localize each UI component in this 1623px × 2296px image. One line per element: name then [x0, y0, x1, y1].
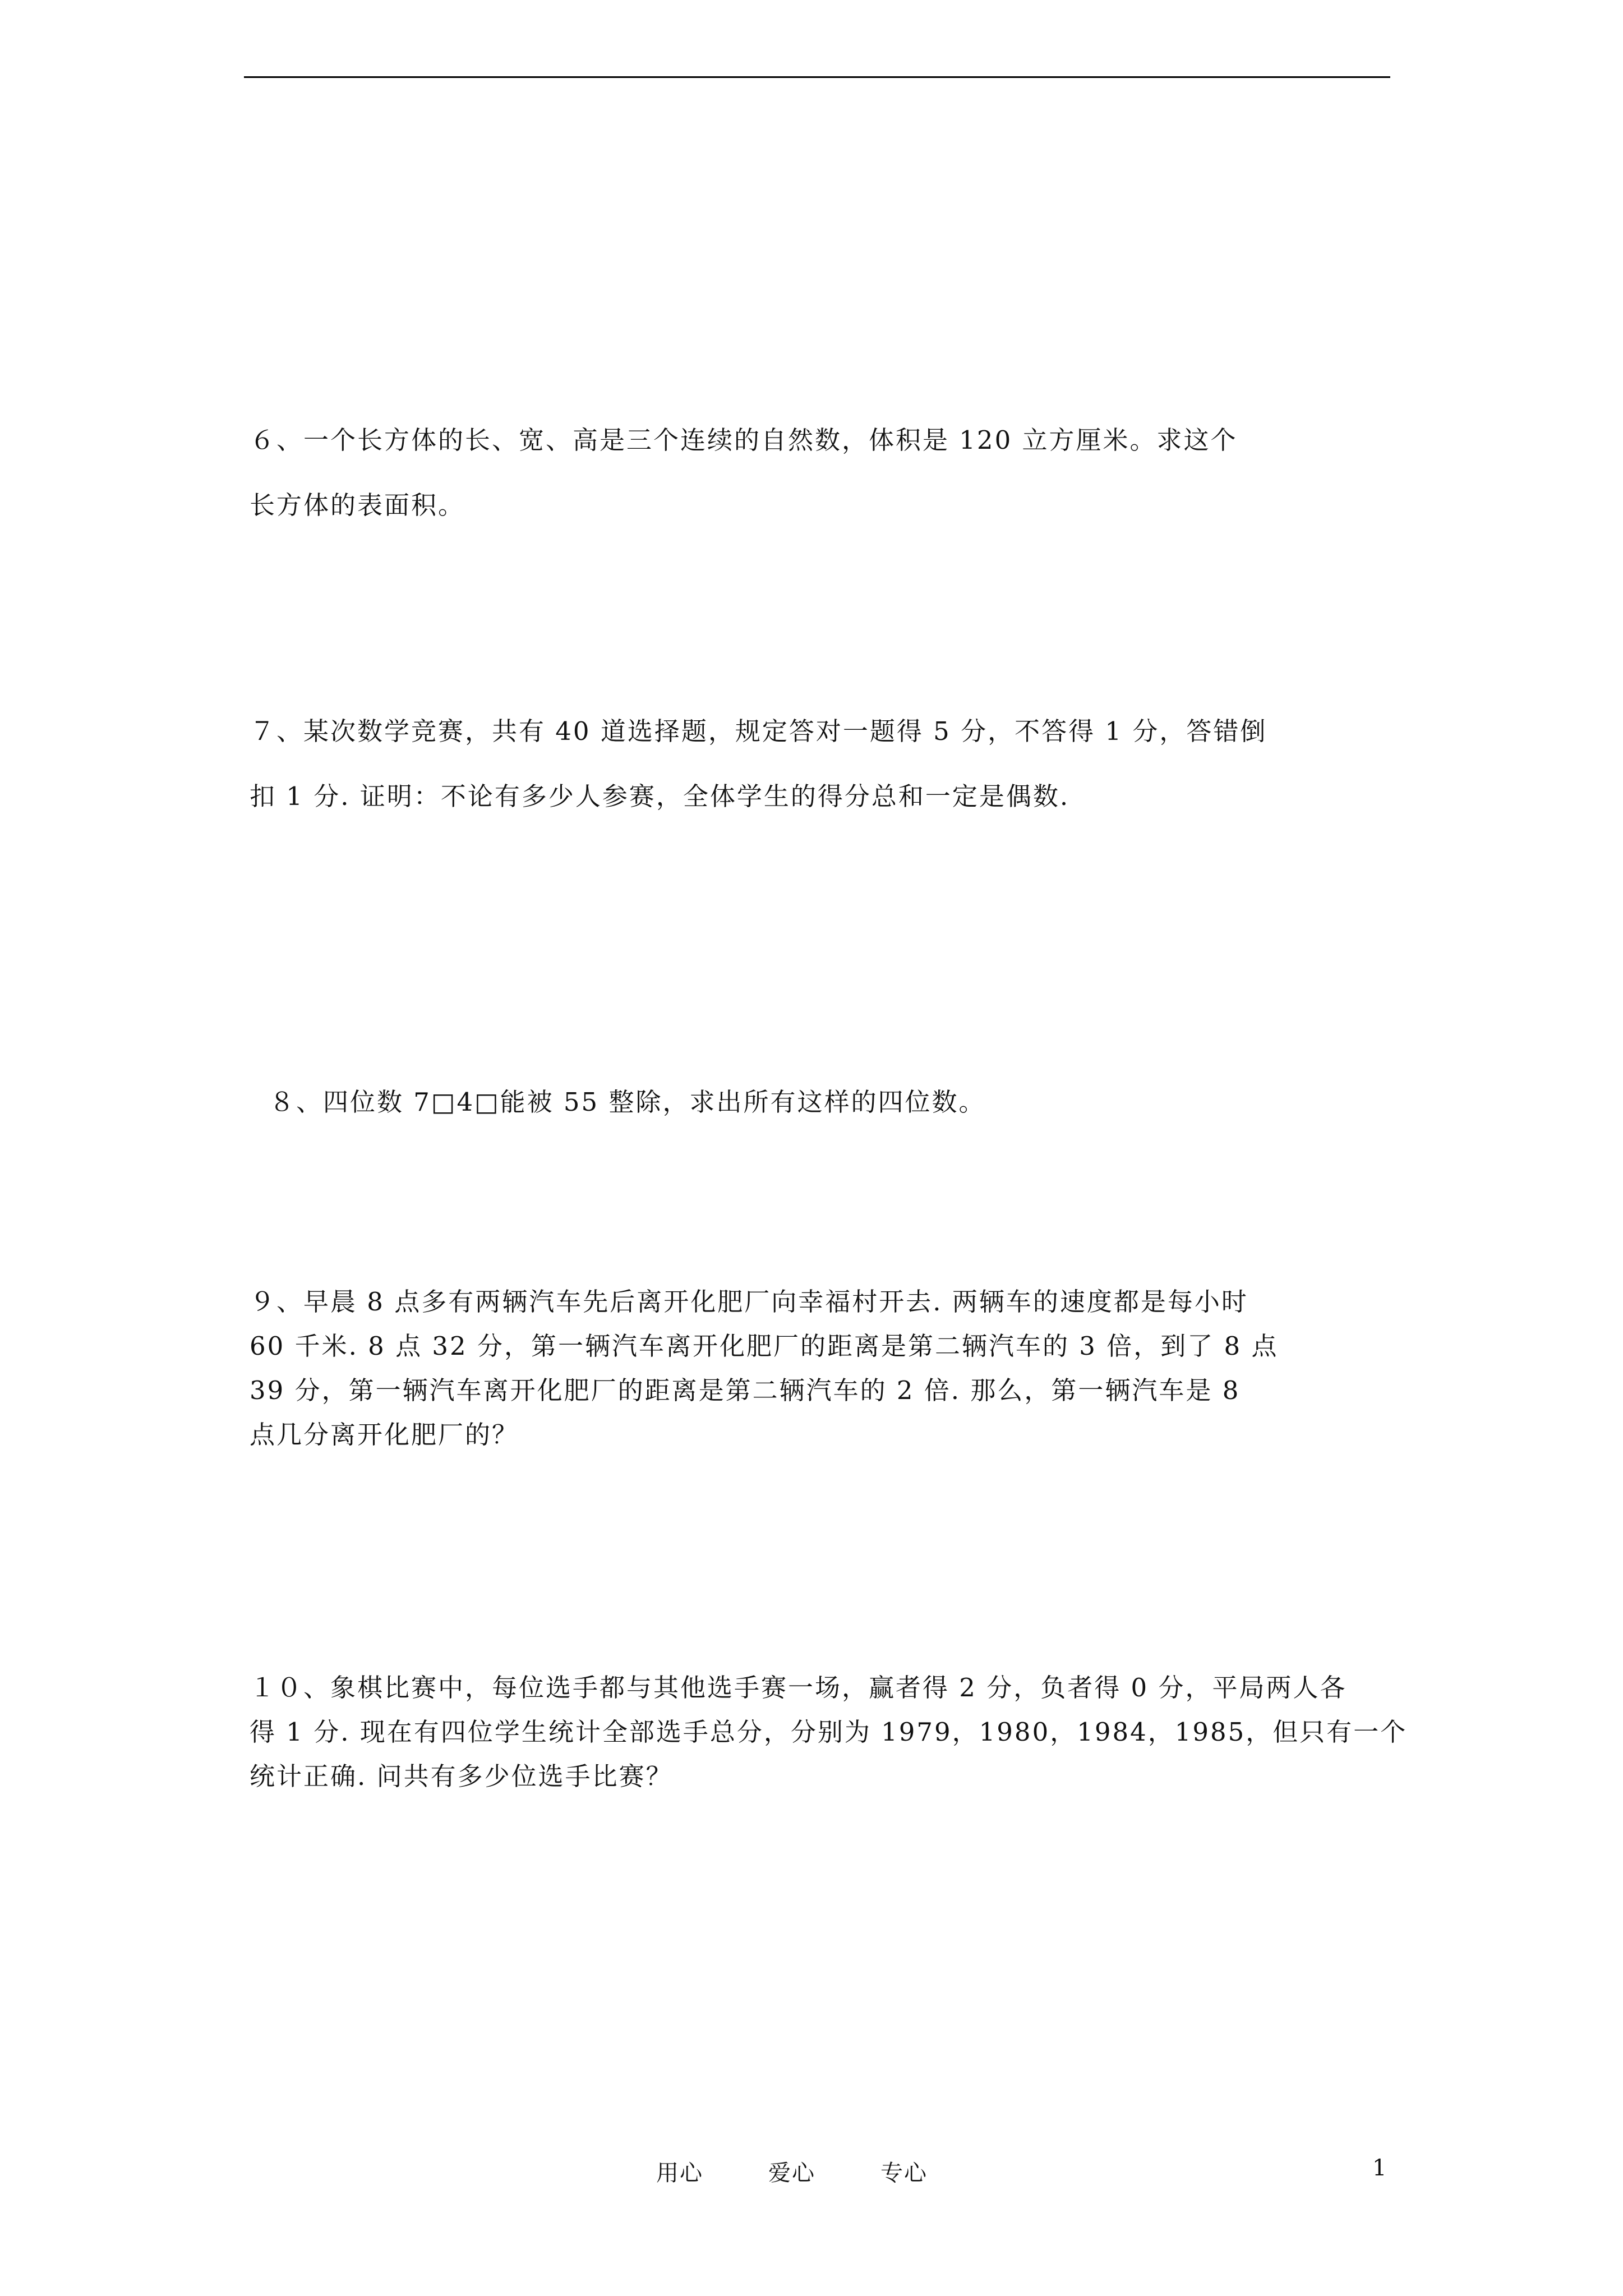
- problem-6-line-2: 长方体的表面积。: [250, 490, 465, 520]
- page-number: 1: [1372, 2155, 1387, 2181]
- footer-motto-3: 专心: [880, 2160, 928, 2186]
- problem-7-line-1: ７、某次数学竞赛，共有 40 道选择题，规定答对一题得 5 分，不答得 1 分，答错倒: [250, 716, 1267, 746]
- problem-9-line-1: ９、早晨 8 点多有两辆汽车先后离开化肥厂向幸福村开去. 两辆车的速度都是每小时: [250, 1287, 1248, 1317]
- problem-10-line-3: 统计正确. 问共有多少位选手比赛？: [250, 1761, 673, 1791]
- problem-9-line-4: 点几分离开化肥厂的？: [250, 1420, 519, 1450]
- problem-7-line-2: 扣 1 分. 证明：不论有多少人参赛，全体学生的得分总和一定是偶数.: [250, 781, 1070, 811]
- problem-10-line-2: 得 1 分. 现在有四位学生统计全部选手总分，分别为 1979，1980，1984，1985，但只有一个: [250, 1717, 1408, 1747]
- footer-motto-1: 用心: [656, 2160, 703, 2186]
- problem-6-line-1: ６、一个长方体的长、宽、高是三个连续的自然数，体积是 120 立方厘米。求这个: [250, 425, 1238, 455]
- problem-10-line-1: １０、象棋比赛中，每位选手都与其他选手赛一场，赢者得 2 分，负者得 0 分，平局两人各: [250, 1673, 1347, 1703]
- problem-9-line-3: 39 分，第一辆汽车离开化肥厂的距离是第二辆汽车的 2 倍. 那么，第一辆汽车是 8: [250, 1375, 1241, 1405]
- footer-motto-2: 爱心: [768, 2160, 815, 2186]
- problem-8-line-1: ８、四位数 7□4□能被 55 整除，求出所有这样的四位数。: [269, 1087, 986, 1117]
- problem-9-line-2: 60 千米. 8 点 32 分，第一辆汽车离开化肥厂的距离是第二辆汽车的 3 倍，到了 8 点: [250, 1331, 1279, 1361]
- header-rule: [244, 76, 1390, 78]
